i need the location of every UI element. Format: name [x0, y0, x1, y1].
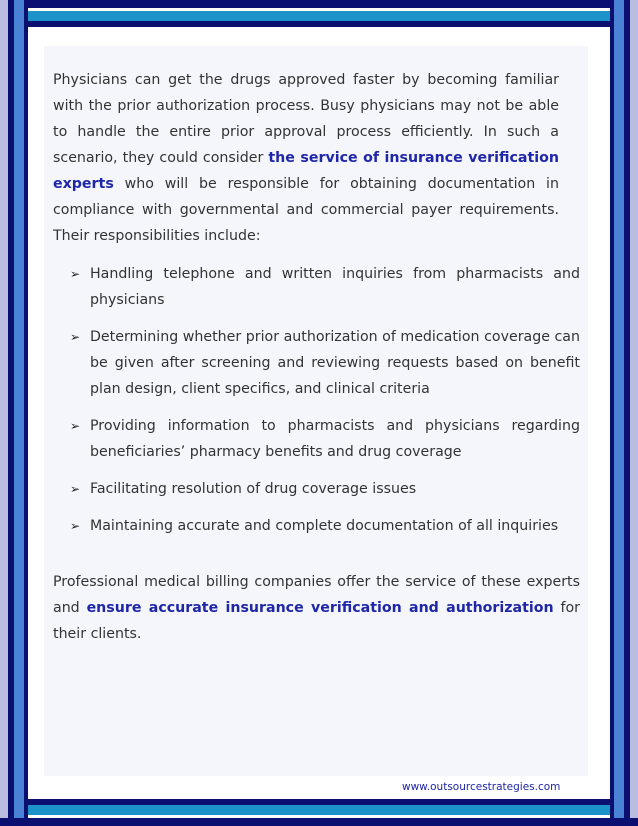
bottom-border-navy — [0, 818, 638, 826]
list-item — [70, 324, 580, 402]
bottom-border-blue — [28, 805, 610, 815]
list-item-text: Facilitating resolution of drug coverage issues — [90, 481, 417, 497]
arrow-bullet-icon: ➢ — [70, 419, 81, 433]
closing-paragraph — [53, 569, 580, 647]
insurance-verification-authorization-link[interactable]: ensure accurate insurance verification and authorization — [86, 600, 554, 616]
list-item-text: Determining whether prior authorization of medication coverage can be given after screening and reviewing requests based on benefit plan design, client specifics, and clinical criteria — [90, 329, 580, 397]
left-border-navy-inner — [24, 0, 28, 826]
list-item — [70, 413, 580, 465]
arrow-bullet-icon: ➢ — [70, 267, 81, 281]
closing-text-after: for their clients. — [53, 600, 580, 642]
arrow-bullet-icon: ➢ — [70, 482, 81, 496]
insurance-verification-experts-link[interactable]: the service of insurance verification experts — [53, 150, 559, 192]
intro-text-after: who will be responsible for obtaining documentation in compliance with governmental and commercial payer requirements. Their responsibilities include: — [53, 176, 559, 244]
list-item — [70, 513, 580, 539]
closing-text-before: Professional medical billing companies offer the service of these experts and — [53, 574, 580, 616]
right-border-blue — [614, 0, 624, 826]
list-item-text: Providing information to pharmacists and physicians regarding beneficiaries’ pharmacy benefits and drug coverage — [90, 418, 580, 460]
arrow-bullet-icon: ➢ — [70, 330, 81, 344]
top-border-navy — [0, 0, 638, 8]
left-border-outer — [0, 0, 8, 826]
list-item-text: Maintaining accurate and complete documentation of all inquiries — [90, 518, 559, 534]
top-border-navy-inner — [28, 21, 610, 27]
intro-paragraph — [53, 67, 559, 249]
responsibilities-list — [70, 261, 580, 550]
left-border-blue — [14, 0, 24, 826]
right-border-outer — [630, 0, 638, 826]
intro-text-before: Physicians can get the drugs approved faster by becoming familiar with the prior authorization process. Busy physicians may not be able to handle the entire prior approval process efficiently. In such a scenario, they could consider — [53, 72, 559, 166]
list-item-text: Handling telephone and written inquiries from pharmacists and physicians — [90, 266, 580, 308]
footer-url-link[interactable]: www.outsourcestrategies.com — [402, 781, 561, 793]
list-item — [70, 476, 580, 502]
list-item — [70, 261, 580, 313]
top-border-blue — [28, 11, 610, 21]
arrow-bullet-icon: ➢ — [70, 519, 81, 533]
